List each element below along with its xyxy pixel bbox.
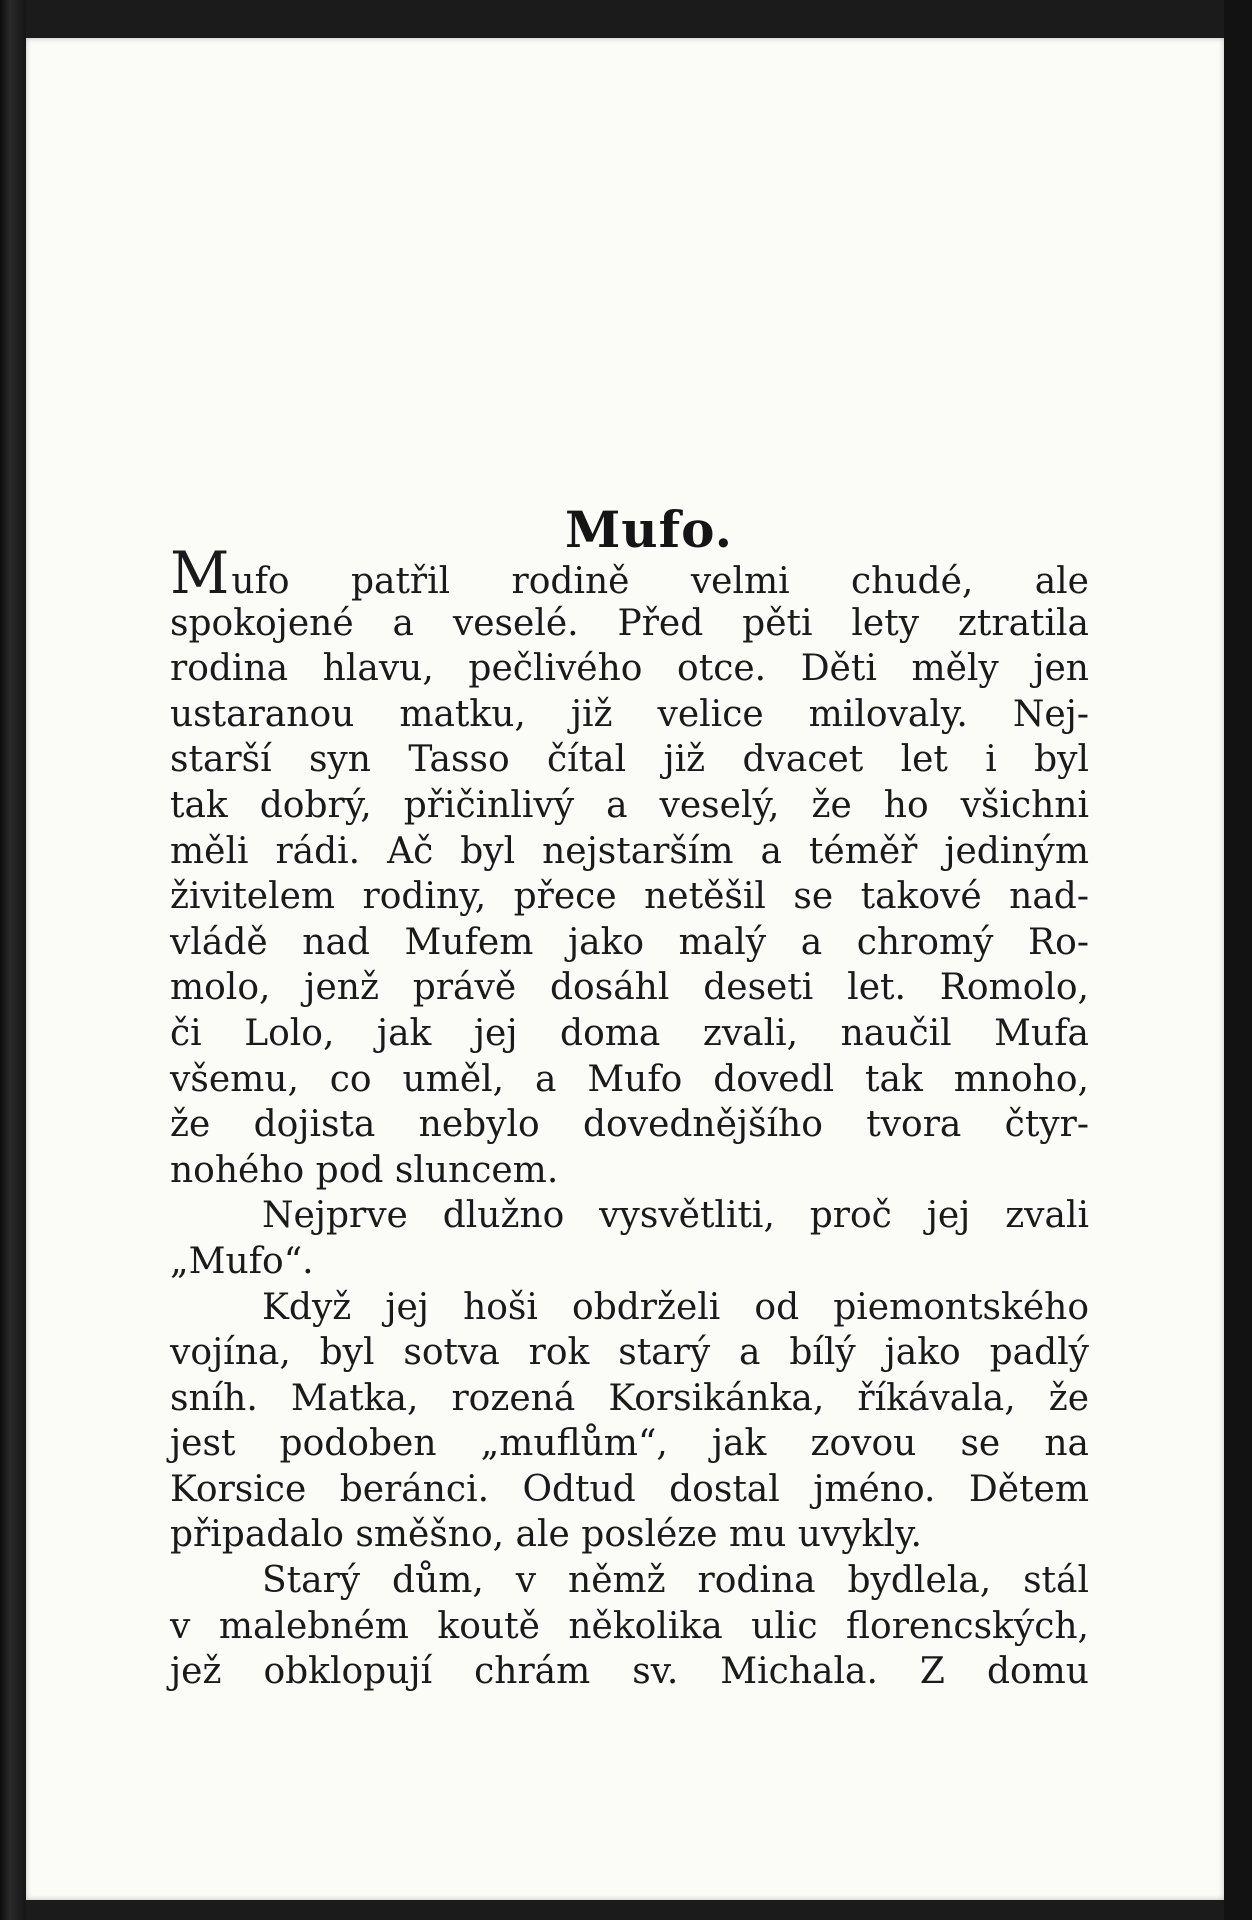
paragraph-line: či Lolo, jak jej doma zvali, naučil Mufa bbox=[170, 1012, 1089, 1054]
paragraph-line: Když jej hoši obdrželi od piemontského bbox=[262, 1286, 1089, 1328]
scan-right-edge bbox=[1224, 0, 1252, 1920]
paragraph-line: vojína, byl sotva rok starý a bílý jako padlý bbox=[170, 1332, 1089, 1374]
paragraph-line: že dojista nebylo dovednějšího tvora čtyr- bbox=[170, 1104, 1089, 1146]
text-lines bbox=[170, 601, 1089, 1695]
paragraph-line: rodina hlavu, pečlivého otce. Děti měly jen bbox=[170, 648, 1089, 690]
scan-left-edge bbox=[0, 0, 26, 1920]
paragraph-line: připadalo směšno, ale posléze mu uvykly. bbox=[170, 1514, 922, 1556]
paragraph-line: jež obklopují chrám sv. Michala. Z domu bbox=[170, 1651, 1089, 1693]
paragraph-line-first bbox=[170, 539, 1089, 607]
chapter-title: Mufo. bbox=[564, 500, 734, 559]
paragraph-line: v malebném koutě několika ulic florencských, bbox=[170, 1605, 1089, 1647]
paragraph-line: vládě nad Mufem jako malý a chromý Ro- bbox=[170, 921, 1089, 963]
drop-cap: M bbox=[170, 539, 230, 607]
paragraph-line: Starý dům, v němž rodina bydlela, stál bbox=[262, 1560, 1089, 1602]
paragraph-line: všemu, co uměl, a Mufo dovedl tak mnoho, bbox=[170, 1058, 1089, 1100]
paragraph-line: jest podoben „muflům“, jak zovou se na bbox=[170, 1423, 1089, 1465]
first-line-text: ufo patřil rodině velmi chudé, ale bbox=[231, 561, 1089, 602]
paragraph-line: ustaranou matku, již velice milovaly. Nej- bbox=[170, 693, 1089, 735]
paragraph-line: „Mufo“. bbox=[170, 1240, 314, 1282]
paragraph-line: starší syn Tasso čítal již dvacet let i byl bbox=[170, 739, 1089, 781]
paragraph-line: nohého pod sluncem. bbox=[170, 1149, 559, 1191]
paragraph-line: tak dobrý, přičinlivý a veselý, že ho všichni bbox=[170, 784, 1089, 826]
paragraph-line: měli rádi. Ač byl nejstarším a téměř jediným bbox=[170, 830, 1089, 872]
paragraph-line: spokojené a veselé. Před pěti lety ztratila bbox=[170, 602, 1089, 644]
paragraph-line: Korsice beránci. Odtud dostal jméno. Dětem bbox=[170, 1468, 1089, 1510]
paragraph-line: živitelem rodiny, přece netěšil se takové nad- bbox=[170, 876, 1089, 918]
paragraph-line: sníh. Matka, rozená Korsikánka, říkávala, že bbox=[170, 1377, 1089, 1419]
paragraph-line: Nejprve dlužno vysvětliti, proč jej zvali bbox=[262, 1195, 1089, 1237]
paragraph-line: molo, jenž právě dosáhl deseti let. Romolo, bbox=[170, 967, 1089, 1009]
chapter-body bbox=[170, 539, 1089, 1695]
